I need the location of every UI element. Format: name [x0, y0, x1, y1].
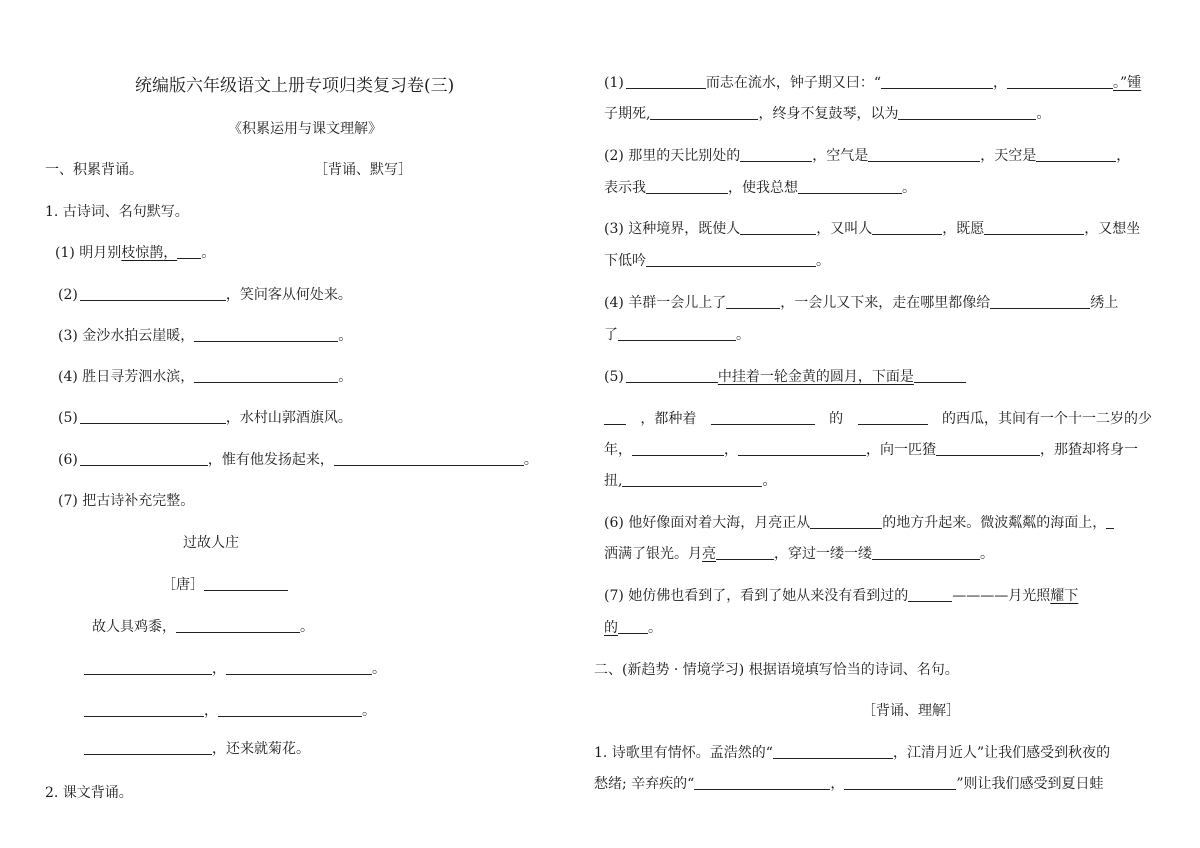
item-5 [58, 408, 352, 428]
r-item-1-number: (1) [604, 75, 624, 91]
r-item-2-text-4: 表示我 [604, 180, 646, 196]
r-item-5-end: 。 [762, 473, 777, 489]
r-item-5-text-3: 的 [829, 411, 844, 427]
item-1 [55, 243, 215, 263]
r-item-2-text-3: ，天空是 [980, 148, 1037, 164]
r-item-4-text-3: 绣上 [1090, 295, 1119, 311]
blank[interactable] [1007, 73, 1113, 89]
item-6-number: (6) [58, 452, 78, 468]
blank[interactable] [740, 219, 816, 235]
poem-line-4-text: ，还来就菊花。 [212, 741, 310, 757]
blank[interactable] [872, 219, 942, 235]
r-item-7-underlined: 耀下 [1050, 588, 1079, 604]
blank[interactable] [618, 325, 736, 341]
blank[interactable] [218, 701, 362, 717]
r-item-6-end: 。 [980, 546, 994, 562]
blank[interactable] [914, 367, 966, 383]
blank[interactable] [898, 104, 1036, 120]
section1-tag: ［背诵、默写］ [314, 162, 412, 178]
r-item-4-text: (4) 羊群一会儿上了 [604, 295, 727, 311]
r-item-2-line-2 [604, 178, 916, 198]
r-item-1-text-2: 子期死, [604, 106, 651, 122]
poem-title: 过故人庄 [183, 535, 239, 551]
poem-line-3 [84, 701, 376, 721]
r-item-7-underlined-2: 的 [604, 620, 618, 636]
blank[interactable] [844, 774, 956, 790]
r-item-1-text: 而志在流水，钟子期又曰：“ [705, 75, 882, 91]
item-2 [58, 285, 352, 305]
r-item-4-text-2: ，一会儿又下来，走在哪里都像给 [780, 295, 991, 311]
blank[interactable] [80, 408, 226, 424]
r-item-5-text-2: ，都种着 [640, 411, 697, 427]
blank[interactable] [626, 73, 706, 89]
blank[interactable] [868, 146, 980, 162]
r-item-4-text-4: 了 [604, 327, 618, 343]
r-item-2-end: 。 [902, 180, 916, 196]
r-item-4-line-2 [604, 325, 750, 345]
blank[interactable] [773, 743, 893, 759]
item-4-end: 。 [338, 369, 353, 385]
r-item-3-line-1 [604, 219, 1140, 239]
blank[interactable] [334, 450, 524, 466]
s-item-1-text: 1. 诗歌里有情怀。孟浩然的“ [594, 745, 773, 761]
blank[interactable] [226, 659, 372, 675]
r-item-7-end: 。 [648, 620, 662, 636]
item-2-number: (2) [58, 287, 78, 303]
blank[interactable] [694, 774, 830, 790]
item-3 [58, 326, 352, 346]
item-1-end: 。 [201, 245, 216, 261]
poem-line-1 [92, 617, 314, 637]
poem-line-2-comma: ， [212, 661, 226, 677]
r-item-5-line-1 [604, 367, 966, 387]
r-item-2-text: (2) 那里的天比别处的 [604, 148, 741, 164]
poem-author [162, 575, 288, 595]
blank[interactable] [622, 471, 762, 487]
s-item-1-line-2 [594, 774, 1104, 794]
subtitle: 《积累运用与课文理解》 [228, 121, 382, 137]
r-item-1-line-1 [604, 73, 1141, 93]
r-item-5-line-3 [604, 440, 1138, 460]
page-title: 统编版六年级语文上册专项归类复习卷(三) [135, 76, 455, 96]
r-item-2-text-2: ，空气是 [812, 148, 869, 164]
blank[interactable] [936, 440, 1040, 456]
item-2-text: ，笑问客从何处来。 [225, 287, 352, 303]
section2-tag: ［背诵、理解］ [862, 703, 960, 719]
r-item-1-line-2 [604, 104, 1050, 124]
r-item-7-text-2: ————月光照 [952, 588, 1051, 604]
r-item-5-text-4: 的西瓜，其间有一个十一二岁的少 [941, 411, 1152, 427]
poem-line-2-end: 。 [372, 661, 386, 677]
blank[interactable] [990, 293, 1090, 309]
blank[interactable] [1106, 513, 1114, 529]
r-item-5-text: 中挂着一轮金黄的圆月，下面是 [717, 369, 914, 385]
blank[interactable] [84, 659, 212, 675]
r-item-3-text-3: ，既愿 [942, 221, 985, 237]
blank[interactable] [194, 367, 338, 383]
poem-line-2 [84, 659, 386, 679]
blank[interactable] [204, 575, 288, 591]
blank[interactable] [1036, 146, 1116, 162]
blank[interactable] [726, 293, 780, 309]
s-item-1-line-1 [594, 743, 1110, 763]
question-2: 2. 课文背诵。 [45, 785, 133, 801]
r-item-6-text-2: 的地方升起来。微波粼粼的海面上， [882, 515, 1107, 531]
blank[interactable] [858, 409, 928, 425]
blank[interactable] [711, 409, 815, 425]
item-6-text: ，惟有他发扬起来， [207, 452, 334, 468]
r-item-2-comma: ， [1116, 148, 1131, 164]
item-3-text: (3) 金沙水拍云崖暖， [58, 328, 195, 344]
r-item-3-text-5: 下低吟 [604, 253, 646, 269]
item-6-end: 。 [523, 452, 538, 468]
s-item-1-text-3: 愁绪; 辛弃疾的“ [594, 776, 695, 792]
r-item-5-text-7: ，那猹却将身一 [1040, 442, 1138, 458]
blank[interactable] [908, 586, 952, 602]
item-6 [58, 450, 538, 470]
blank[interactable] [604, 409, 626, 425]
r-item-5-text-8: 扭, [604, 473, 623, 489]
r-item-4-line-1 [604, 293, 1118, 313]
item-1-underlined: 枝惊鹊 [121, 245, 164, 261]
r-item-1-text-3: ，终身不复鼓琴，以为 [758, 106, 899, 122]
r-item-6-line-1 [604, 513, 1114, 533]
s-item-1-text-2: ，江清月近人”让我们感受到秋夜的 [892, 745, 1111, 761]
r-item-3-line-2 [604, 251, 830, 271]
section1-heading: 一、积累背诵。 [45, 162, 143, 178]
blank[interactable] [984, 219, 1084, 235]
poem-line-3-end: 。 [362, 703, 376, 719]
s-item-1-text-4: ”则让我们感受到夏日蛙 [956, 776, 1104, 792]
r-item-5-line-4 [604, 471, 776, 491]
r-item-1-quote-end: 。”锺 [1113, 75, 1142, 91]
blank[interactable] [881, 73, 993, 89]
r-item-1-comma: ， [993, 75, 1008, 91]
item-1-comma: ， [163, 245, 178, 261]
item-7: (7) 把古诗补充完整。 [58, 493, 195, 509]
poem-line-1-end: 。 [300, 619, 314, 635]
r-item-3-text-4: ，又想坐 [1084, 221, 1141, 237]
r-item-5-comma: ， [724, 442, 738, 458]
r-item-6-text: (6) 他好像面对着大海，月亮正从 [604, 515, 811, 531]
blank[interactable] [176, 617, 300, 633]
r-item-6-underlined: 亮 [702, 546, 716, 562]
item-4-text: (4) 胜日寻芳泗水滨， [58, 369, 195, 385]
blank[interactable] [626, 367, 718, 383]
s-item-1-comma: ， [830, 776, 845, 792]
r-item-7-line-1 [604, 586, 1078, 606]
r-item-6-text-3: 洒满了银光。月 [604, 546, 702, 562]
blank[interactable] [738, 440, 866, 456]
r-item-3-text: (3) 这种境界，既使人 [604, 221, 741, 237]
r-item-3-text-2: ，又叫人 [816, 221, 873, 237]
section2-heading: 二、(新趋势 · 情境学习) 根据语境填写恰当的诗词、名句。 [594, 662, 959, 678]
blank[interactable] [798, 178, 902, 194]
poem-line-4 [84, 739, 310, 759]
blank[interactable] [194, 326, 338, 342]
blank[interactable] [810, 513, 882, 529]
r-item-5-line-2 [604, 409, 1152, 429]
blank[interactable] [716, 544, 774, 560]
item-3-end: 。 [338, 328, 353, 344]
blank[interactable] [84, 739, 212, 755]
blank[interactable] [177, 243, 201, 259]
blank[interactable] [650, 104, 758, 120]
r-item-6-text-4: ，穿过一缕一缕 [774, 546, 872, 562]
r-item-3-end: 。 [816, 253, 830, 269]
poem-dynasty: ［唐］ [162, 577, 204, 593]
r-item-6-line-2 [604, 544, 994, 564]
item-5-text: ，水村山郭酒旗风。 [225, 410, 352, 426]
item-4 [58, 367, 352, 387]
item-5-number: (5) [58, 410, 78, 426]
poem-line-3-comma: ， [204, 703, 218, 719]
blank[interactable] [646, 178, 728, 194]
question-1: 1. 古诗词、名句默写。 [45, 204, 189, 220]
item-1-text: (1) 明月别 [55, 245, 122, 261]
r-item-7-text: (7) 她仿佛也看到了，看到了她从来没有看到过的 [604, 588, 909, 604]
r-item-1-end: 。 [1036, 106, 1051, 122]
r-item-4-end: 。 [736, 327, 750, 343]
blank[interactable] [646, 251, 816, 267]
r-item-5-text-5: 年， [604, 442, 632, 458]
blank[interactable] [618, 618, 648, 634]
poem-line-1-text: 故人具鸡黍， [92, 619, 176, 635]
blank[interactable] [80, 450, 208, 466]
r-item-5-text-6: ，向一匹猹 [866, 442, 936, 458]
blank[interactable] [80, 285, 226, 301]
blank[interactable] [740, 146, 812, 162]
r-item-2-text-5: ，使我总想 [728, 180, 798, 196]
r-item-2-line-1 [604, 146, 1130, 166]
r-item-7-line-2 [604, 618, 662, 638]
blank[interactable] [84, 701, 204, 717]
r-item-5-number: (5) [604, 369, 624, 385]
blank[interactable] [632, 440, 724, 456]
blank[interactable] [872, 544, 980, 560]
